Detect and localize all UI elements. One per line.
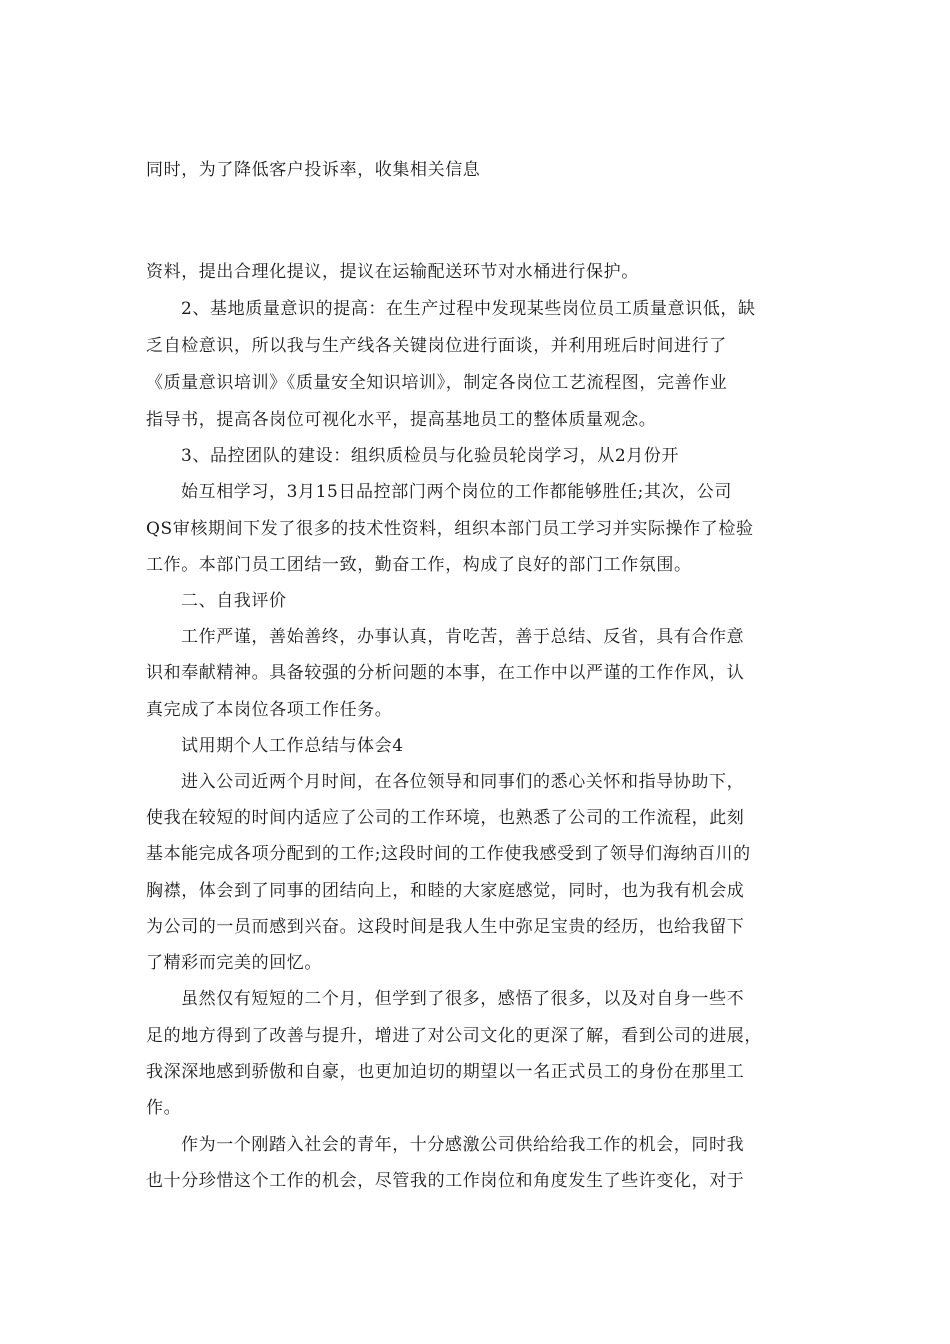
text-line: 作为一个刚踏入社会的青年，十分感激公司供给给我工作的机会，同时我: [181, 1135, 745, 1155]
text-line: 进入公司近两个月时间，在各位领导和同事们的悉心关怀和指导协助下，: [181, 772, 745, 792]
text-line: 工作严谨，善始善终，办事认真，肯吃苦，善于总结、反省，具有合作意: [181, 627, 745, 647]
text-line: QS审核期间下发了很多的技术性资料，组织本部门员工学习并实际操作了检验: [146, 519, 754, 539]
text-line: 始互相学习，3月15日品控部门两个岗位的工作都能够胜任;其次，公司: [181, 482, 732, 502]
text-line: 工作。本部门员工团结一致，勤奋工作，构成了良好的部门工作氛围。: [146, 555, 692, 575]
text-line: 了精彩而完美的回忆。: [146, 953, 322, 973]
text-line: 基本能完成各项分配到的工作;这段时间的工作使我感受到了领导们海纳百川的: [146, 844, 751, 864]
text-line: 同时，为了降低客户投诉率，收集相关信息: [146, 160, 481, 180]
text-line: 资料，提出合理化提议，提议在运输配送环节对水桶进行保护。: [146, 262, 639, 282]
text-line: 虽然仅有短短的二个月，但学到了很多，感悟了很多，以及对自身一些不: [181, 989, 745, 1009]
text-line: 作。: [146, 1098, 182, 1118]
text-line: 也十分珍惜这个工作的机会，尽管我的工作岗位和角度发生了些许变化，对于: [146, 1171, 745, 1191]
text-line: 2、基地质量意识的提高：在生产过程中发现某些岗位员工质量意识低，缺: [181, 299, 756, 319]
text-line: 使我在较短的时间内适应了公司的工作环境，也熟悉了公司的工作流程，此刻: [146, 808, 745, 828]
text-line: 我深深地感到骄傲和自豪，也更加迫切的期望以一名正式员工的身份在那里工: [146, 1062, 745, 1082]
text-line: 胸襟，体会到了同事的团结向上，和睦的大家庭感觉，同时，也为我有机会成: [146, 881, 745, 901]
text-line: 《质量意识培训》《质量安全知识培训》，制定各岗位工艺流程图，完善作业: [146, 373, 728, 393]
section-heading: 试用期个人工作总结与体会4: [181, 736, 404, 756]
text-line: 乏自检意识，所以我与生产线各关键岗位进行面谈，并利用班后时间进行了: [146, 336, 727, 356]
section-heading: 二、自我评价: [181, 591, 287, 611]
text-line: 为公司的一员而感到兴奋。这段时间是我人生中弥足宝贵的经历，也给我留下: [146, 917, 745, 937]
text-line: 3、品控团队的建设：组织质检员与化验员轮岗学习，从2月份开: [181, 446, 680, 466]
text-line: 足的地方得到了改善与提升，增进了对公司文化的更深了解，看到公司的进展，: [146, 1026, 762, 1046]
text-line: 真完成了本岗位各项工作任务。: [146, 700, 393, 720]
text-line: 指导书，提高各岗位可视化水平，提高基地员工的整体质量观念。: [146, 410, 657, 430]
text-line: 识和奉献精神。具备较强的分析问题的本事，在工作中以严谨的工作作风，认: [146, 663, 745, 683]
